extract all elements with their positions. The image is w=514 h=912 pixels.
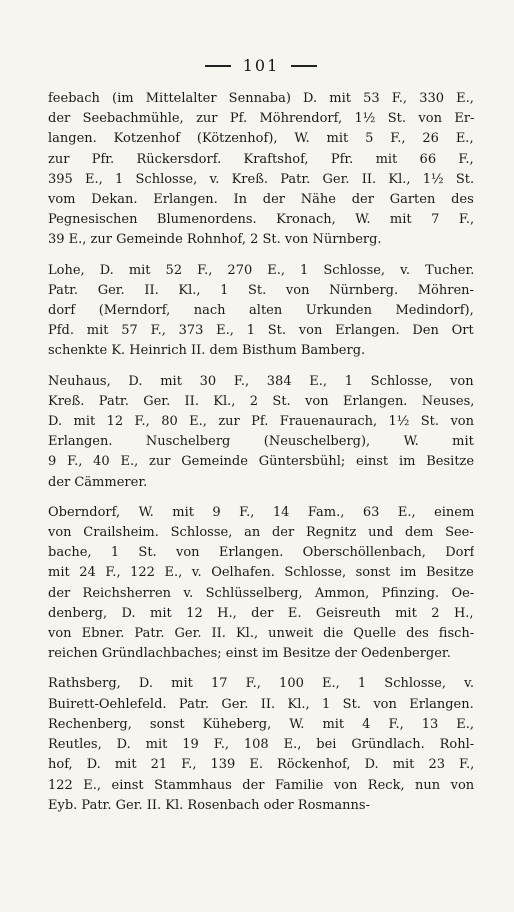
text-line: 39 E., zur Gemeinde Rohnhof, 2 St. von Nürnberg. [48, 232, 382, 248]
text-line: der Reichsherren v. Schlüsselberg, Ammon, Pfinzing. Oe- [48, 585, 474, 601]
text-line: Rathsberg, D. mit 17 F., 100 E., 1 Schlosse, v. [48, 676, 474, 692]
text-line: hof, D. mit 21 F., 139 E. Röckenhof, D. mit 23 F., [48, 757, 474, 773]
text-line: Reutles, D. mit 19 F., 108 E., bei Gründlach. Rohl- [48, 737, 474, 753]
text-line: Patr. Ger. II. Kl., 1 St. von Nürnberg. Möhren- [48, 282, 474, 298]
text-line: 9 F., 40 E., zur Gemeinde Güntersbühl; einst im Besitze [48, 454, 474, 470]
text-line: 122 E., einst Stammhaus der Familie von Reck, nun von [48, 777, 474, 793]
paragraph [48, 674, 474, 815]
page-number: 101 [242, 56, 280, 75]
text-line: der Seebachmühle, zur Pf. Möhrendorf, 1½ St. von Er- [48, 111, 474, 127]
text-line: bache, 1 St. von Erlangen. Oberschöllenbach, Dorf [48, 545, 474, 561]
text-line: langen. Kotzenhof (Kötzenhof), W. mit 5 F., 26 E., [48, 131, 474, 147]
header-rule-right [291, 65, 317, 67]
text-line: reichen Gründlachbaches; einst im Besitze der Oedenberger. [48, 646, 451, 662]
text-line: Rechenberg, sonst Küheberg, W. mit 4 F., 13 E., [48, 716, 474, 732]
text-line: feebach (im Mittelalter Sennaba) D. mit 53 F., 330 E., [48, 91, 474, 106]
text-line: mit 24 F., 122 E., v. Oelhafen. Schlosse, sonst im Besitze [48, 565, 474, 581]
text-line: Erlangen. Nuschelberg (Neuschelberg), W. mit [48, 434, 474, 450]
text-line: denberg, D. mit 12 H., der E. Geisreuth mit 2 H., [48, 605, 474, 621]
text-line: schenkte K. Heinrich II. dem Bisthum Bamberg. [48, 343, 366, 359]
text-line: von Crailsheim. Schlosse, an der Regnitz und dem See- [48, 525, 474, 541]
paragraph [48, 89, 474, 251]
text-line: Kreß. Patr. Ger. II. Kl., 2 St. von Erlangen. Neuses, [48, 393, 474, 409]
text-line: Neuhaus, D. mit 30 F., 384 E., 1 Schlosse, von [48, 373, 474, 389]
text-line: Eyb. Patr. Ger. II. Kl. Rosenbach oder Rosmanns- [48, 797, 370, 813]
text-line: Pfd. mit 57 F., 373 E., 1 St. von Erlangen. Den Ort [48, 323, 474, 339]
text-line: Lohe, D. mit 52 F., 270 E., 1 Schlosse, v. Tucher. [48, 262, 474, 278]
paragraph [48, 503, 474, 665]
text-line: 395 E., 1 Schlosse, v. Kreß. Patr. Ger. II. Kl., 1½ St. [48, 171, 474, 187]
text-line: D. mit 12 F., 80 E., zur Pf. Frauenaurach, 1½ St. von [48, 414, 474, 430]
text-body [48, 89, 474, 816]
text-line: Pegnesischen Blumenordens. Kronach, W. mit 7 F., [48, 212, 474, 228]
text-line: Buirett-Oehlefeld. Patr. Ger. II. Kl., 1 St. von Erlangen. [48, 696, 474, 712]
text-line: von Ebner. Patr. Ger. II. Kl., unweit die Quelle des fisch- [48, 626, 474, 642]
paragraph [48, 372, 474, 493]
text-line: vom Dekan. Erlangen. In der Nähe der Garten des [48, 192, 474, 208]
text-line: dorf (Merndorf, nach alten Urkunden Medindorf), [48, 303, 474, 319]
paragraph [48, 261, 474, 362]
text-line: der Cämmerer. [48, 474, 148, 490]
header-rule-left [205, 65, 231, 67]
page-header [48, 56, 474, 75]
text-line: Oberndorf, W. mit 9 F., 14 Fam., 63 E., einem [48, 504, 474, 520]
text-line: zur Pfr. Rückersdorf. Kraftshof, Pfr. mit 66 F., [48, 151, 474, 167]
